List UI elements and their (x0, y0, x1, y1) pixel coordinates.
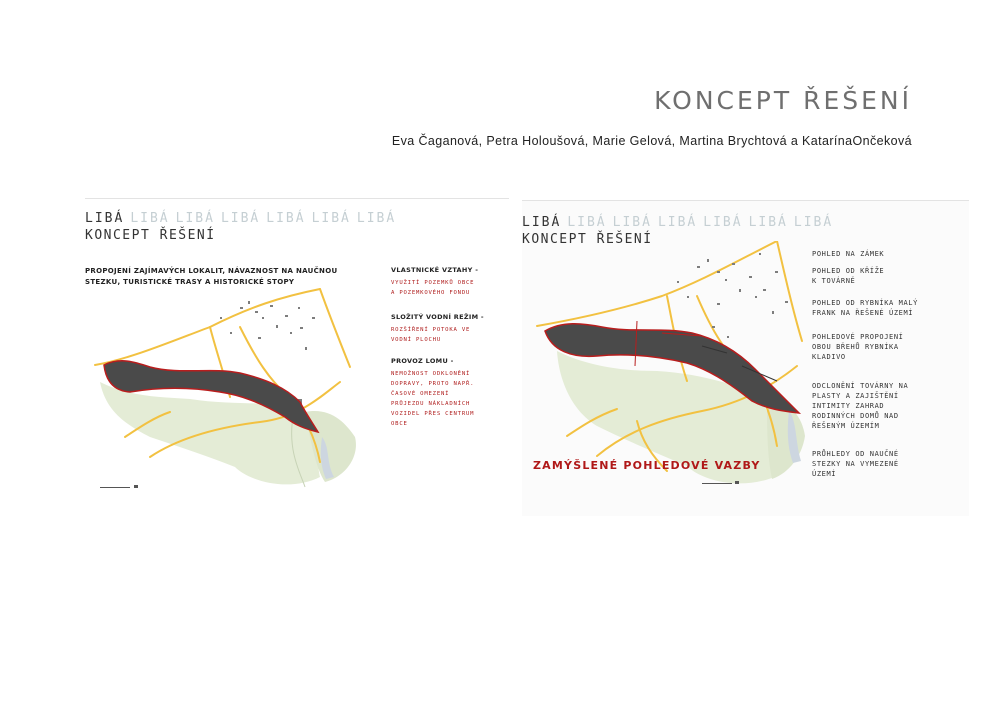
page-title: KONCEPT ŘEŠENÍ (654, 86, 912, 115)
note-line: VODNÍ PLOCHU (391, 337, 442, 343)
note-line: PRŮJEZDU NÁKLADNÍCH (391, 401, 471, 407)
liba-repeat: LIBÁ (657, 215, 698, 230)
liba-repeat: LIBÁ (793, 215, 834, 230)
liba-header (522, 215, 833, 230)
liba-first: LIBÁ (522, 215, 562, 230)
liba-header (85, 211, 396, 226)
view-note: POHLED OD KŘÍŽE K TOVÁRNĚ (812, 267, 885, 285)
views-caption: ZAMÝŠLENÉ POHLEDOVÉ VAZBY (533, 459, 761, 472)
note-line: VYUŽITÍ POZEMKŮ OBCE (391, 280, 475, 286)
liba-repeat: LIBÁ (220, 211, 261, 226)
view-note: POHLED OD RYBNÍKA MALÝ FRANK NA ŘEŠENÉ ÚZEMÍ (812, 299, 918, 317)
note-line: OBCE (391, 421, 408, 427)
note-line: ČASOVÉ OMEZENÍ (391, 391, 450, 397)
liba-repeat: LIBÁ (130, 211, 170, 226)
liba-repeat: LIBÁ (266, 211, 306, 226)
authors-line: Eva Čaganová, Petra Holoušová, Marie Gelová, Martina Brychtová a KatarínaOnčeková (391, 134, 912, 148)
note-heading: PROVOZ LOMU - (391, 357, 454, 365)
view-note: ODCLONĚNÍ TOVÁRNY NA PLASTY A ZAJIŠTĚNÍ INTIMITY ZAHRAD RODINNÝCH DOMŮ NAD ŘEŠENÝM ÚZEMÍM (812, 382, 909, 430)
left-concept-panel (85, 198, 509, 497)
liba-repeat: LIBÁ (612, 215, 652, 230)
panel-subhead-line1: PROPOJENÍ ZAJÍMAVÝCH LOKALIT, NÁVAZNOST NA NAUČNOU (85, 267, 338, 275)
liba-repeat: LIBÁ (748, 215, 788, 230)
note-line: DOPRAVY, PROTO NAPŘ. (391, 381, 475, 387)
panel-title: KONCEPT ŘEŠENÍ (522, 232, 653, 247)
left-map (90, 287, 390, 497)
view-note: POHLED NA ZÁMEK (812, 250, 885, 258)
note-heading: SLOŽITÝ VODNÍ REŽIM - (391, 313, 484, 321)
view-note: PRŮHLEDY OD NAUČNÉ STEZKY NA VYMEZENÉ ÚZEMÍ (812, 450, 899, 478)
right-map (527, 241, 812, 496)
note-line: NEMOŽNOST ODKLONĚNÍ (391, 371, 471, 377)
panel-subhead-line2: STEZKU, TURISTICKÉ TRASY A HISTORICKÉ STOPY (85, 278, 295, 286)
liba-first: LIBÁ (85, 211, 125, 226)
right-concept-panel (522, 200, 969, 516)
liba-repeat: LIBÁ (311, 211, 351, 226)
panel-title: KONCEPT ŘEŠENÍ (85, 228, 216, 243)
note-heading: VLASTNICKÉ VZTAHY - (391, 266, 479, 274)
liba-repeat: LIBÁ (175, 211, 215, 226)
note-line: ROZŠÍŘENÍ POTOKA VE (391, 327, 471, 333)
note-line: A POZEMKOVÉHO FONDU (391, 290, 471, 296)
note-line: VOZIDEL PŘES CENTRUM (391, 411, 475, 417)
view-note: POHLEDOVÉ PROPOJENÍ OBOU BŘEHŮ RYBNÍKA KLADIVO (812, 333, 904, 361)
liba-repeat: LIBÁ (356, 211, 397, 226)
liba-repeat: LIBÁ (703, 215, 743, 230)
liba-repeat: LIBÁ (567, 215, 607, 230)
